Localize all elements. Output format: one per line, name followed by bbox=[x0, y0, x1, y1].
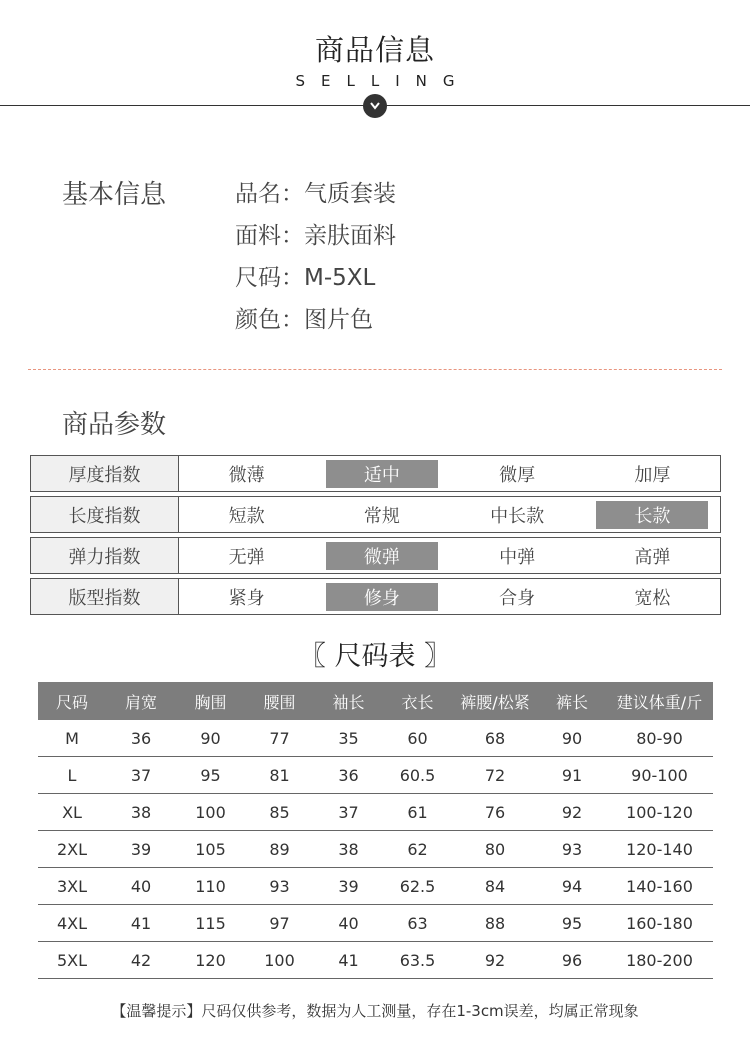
table-row bbox=[38, 831, 713, 868]
table-cell: L bbox=[38, 757, 106, 794]
size-table-header-cell: 腰围 bbox=[245, 682, 314, 720]
param-option-cell bbox=[179, 456, 314, 491]
param-option-cell bbox=[314, 538, 449, 573]
size-note: 【温馨提示】尺码仅供参考，数据为人工测量，存在1-3cm误差，均属正常现象 bbox=[111, 1002, 639, 1020]
table-cell: 41 bbox=[314, 942, 383, 979]
table-cell: 36 bbox=[106, 720, 176, 757]
size-table-header-cell: 裤长 bbox=[538, 682, 606, 720]
param-label: 长度指数 bbox=[31, 497, 179, 532]
size-table-header-cell: 衣长 bbox=[383, 682, 452, 720]
table-cell: 39 bbox=[314, 868, 383, 905]
size-table-header-cell: 建议体重/斤 bbox=[606, 682, 713, 720]
table-cell: 80-90 bbox=[606, 720, 713, 757]
table-cell: 91 bbox=[538, 757, 606, 794]
param-option-cell bbox=[450, 538, 585, 573]
table-cell: 90 bbox=[176, 720, 245, 757]
param-option: 中弹 bbox=[499, 546, 536, 568]
param-option-cell bbox=[314, 497, 449, 532]
table-cell: 80 bbox=[452, 831, 538, 868]
param-option: 加厚 bbox=[634, 464, 671, 486]
table-cell: 90 bbox=[538, 720, 606, 757]
param-option-selected: 长款 bbox=[596, 501, 708, 529]
table-cell: 95 bbox=[538, 905, 606, 942]
table-cell: 105 bbox=[176, 831, 245, 868]
table-cell: 120-140 bbox=[606, 831, 713, 868]
table-cell: 39 bbox=[106, 831, 176, 868]
table-cell: 95 bbox=[176, 757, 245, 794]
basic-info-title: 基本信息 bbox=[62, 180, 167, 210]
size-table-header-cell: 裤腰/松紧 bbox=[452, 682, 538, 720]
table-row bbox=[38, 905, 713, 942]
table-cell: 5XL bbox=[38, 942, 106, 979]
table-cell: 90-100 bbox=[606, 757, 713, 794]
param-option-cell bbox=[585, 456, 720, 491]
table-cell: 96 bbox=[538, 942, 606, 979]
size-table-header-cell: 尺码 bbox=[38, 682, 106, 720]
table-cell: 63 bbox=[383, 905, 452, 942]
table-cell: 160-180 bbox=[606, 905, 713, 942]
table-cell: 100 bbox=[245, 942, 314, 979]
table-cell: 180-200 bbox=[606, 942, 713, 979]
param-option-cell bbox=[314, 579, 449, 614]
param-option-cell bbox=[314, 456, 449, 491]
table-cell: 110 bbox=[176, 868, 245, 905]
table-cell: 88 bbox=[452, 905, 538, 942]
table-cell: 38 bbox=[106, 794, 176, 831]
table-cell: 37 bbox=[314, 794, 383, 831]
size-table bbox=[38, 682, 713, 979]
table-row bbox=[38, 942, 713, 979]
param-row bbox=[30, 578, 721, 615]
chevron-down-icon bbox=[363, 94, 387, 118]
size-table-header-cell: 胸围 bbox=[176, 682, 245, 720]
table-cell: 3XL bbox=[38, 868, 106, 905]
table-cell: 93 bbox=[245, 868, 314, 905]
param-label: 厚度指数 bbox=[31, 456, 179, 491]
size-table-header-cell: 肩宽 bbox=[106, 682, 176, 720]
param-option: 微厚 bbox=[499, 464, 536, 486]
table-cell: M bbox=[38, 720, 106, 757]
table-cell: 97 bbox=[245, 905, 314, 942]
param-option: 常规 bbox=[363, 505, 400, 527]
table-cell: 77 bbox=[245, 720, 314, 757]
param-option-cell bbox=[585, 497, 720, 532]
params-title: 商品参数 bbox=[62, 410, 167, 440]
table-cell: 94 bbox=[538, 868, 606, 905]
table-cell: 89 bbox=[245, 831, 314, 868]
param-option: 高弹 bbox=[634, 546, 671, 568]
basic-info-item: 面料：亲肤面料 bbox=[235, 223, 396, 249]
table-cell: 76 bbox=[452, 794, 538, 831]
table-cell: 92 bbox=[538, 794, 606, 831]
param-row bbox=[30, 537, 721, 574]
table-cell: 36 bbox=[314, 757, 383, 794]
table-cell: 84 bbox=[452, 868, 538, 905]
table-cell: 93 bbox=[538, 831, 606, 868]
param-option-selected: 微弹 bbox=[326, 542, 438, 570]
table-cell: 2XL bbox=[38, 831, 106, 868]
page-title: 商品信息 bbox=[314, 33, 435, 67]
param-option: 短款 bbox=[228, 505, 265, 527]
table-cell: 100-120 bbox=[606, 794, 713, 831]
table-cell: 120 bbox=[176, 942, 245, 979]
param-option: 合身 bbox=[499, 587, 536, 609]
table-cell: 85 bbox=[245, 794, 314, 831]
table-cell: 140-160 bbox=[606, 868, 713, 905]
param-option-cell bbox=[179, 497, 314, 532]
table-cell: 81 bbox=[245, 757, 314, 794]
table-row bbox=[38, 720, 713, 757]
param-option: 宽松 bbox=[634, 587, 671, 609]
param-option: 微薄 bbox=[228, 464, 265, 486]
table-cell: XL bbox=[38, 794, 106, 831]
param-option-selected: 适中 bbox=[326, 460, 438, 488]
param-row bbox=[30, 455, 721, 492]
param-option-cell bbox=[179, 579, 314, 614]
table-cell: 37 bbox=[106, 757, 176, 794]
table-cell: 60 bbox=[383, 720, 452, 757]
table-cell: 92 bbox=[452, 942, 538, 979]
param-label: 弹力指数 bbox=[31, 538, 179, 573]
table-cell: 60.5 bbox=[383, 757, 452, 794]
basic-info-item: 颜色：图片色 bbox=[235, 307, 373, 333]
param-option-cell bbox=[179, 538, 314, 573]
table-cell: 4XL bbox=[38, 905, 106, 942]
table-cell: 62.5 bbox=[383, 868, 452, 905]
dashed-divider bbox=[28, 369, 722, 370]
param-label: 版型指数 bbox=[31, 579, 179, 614]
table-cell: 40 bbox=[314, 905, 383, 942]
size-table-title: 〖 尺码表 〗 bbox=[298, 641, 452, 672]
param-option-cell bbox=[450, 497, 585, 532]
table-cell: 42 bbox=[106, 942, 176, 979]
table-cell: 68 bbox=[452, 720, 538, 757]
param-option: 紧身 bbox=[228, 587, 265, 609]
page-subtitle: SELLING bbox=[295, 72, 471, 90]
basic-info-item: 品名：气质套装 bbox=[235, 181, 396, 207]
size-table-header-cell: 袖长 bbox=[314, 682, 383, 720]
table-cell: 38 bbox=[314, 831, 383, 868]
param-option-cell bbox=[450, 456, 585, 491]
param-option-cell bbox=[585, 538, 720, 573]
size-table-header bbox=[38, 682, 713, 720]
param-option-cell bbox=[585, 579, 720, 614]
table-cell: 35 bbox=[314, 720, 383, 757]
table-cell: 115 bbox=[176, 905, 245, 942]
table-cell: 100 bbox=[176, 794, 245, 831]
table-cell: 62 bbox=[383, 831, 452, 868]
basic-info-item: 尺码：M-5XL bbox=[235, 265, 376, 291]
table-cell: 72 bbox=[452, 757, 538, 794]
param-option-cell bbox=[450, 579, 585, 614]
table-cell: 40 bbox=[106, 868, 176, 905]
table-cell: 41 bbox=[106, 905, 176, 942]
table-row bbox=[38, 794, 713, 831]
table-row bbox=[38, 757, 713, 794]
param-option-selected: 修身 bbox=[326, 583, 438, 611]
table-cell: 63.5 bbox=[383, 942, 452, 979]
param-option: 中长款 bbox=[490, 505, 545, 527]
param-row bbox=[30, 496, 721, 533]
table-cell: 61 bbox=[383, 794, 452, 831]
table-row bbox=[38, 868, 713, 905]
param-option: 无弹 bbox=[228, 546, 265, 568]
